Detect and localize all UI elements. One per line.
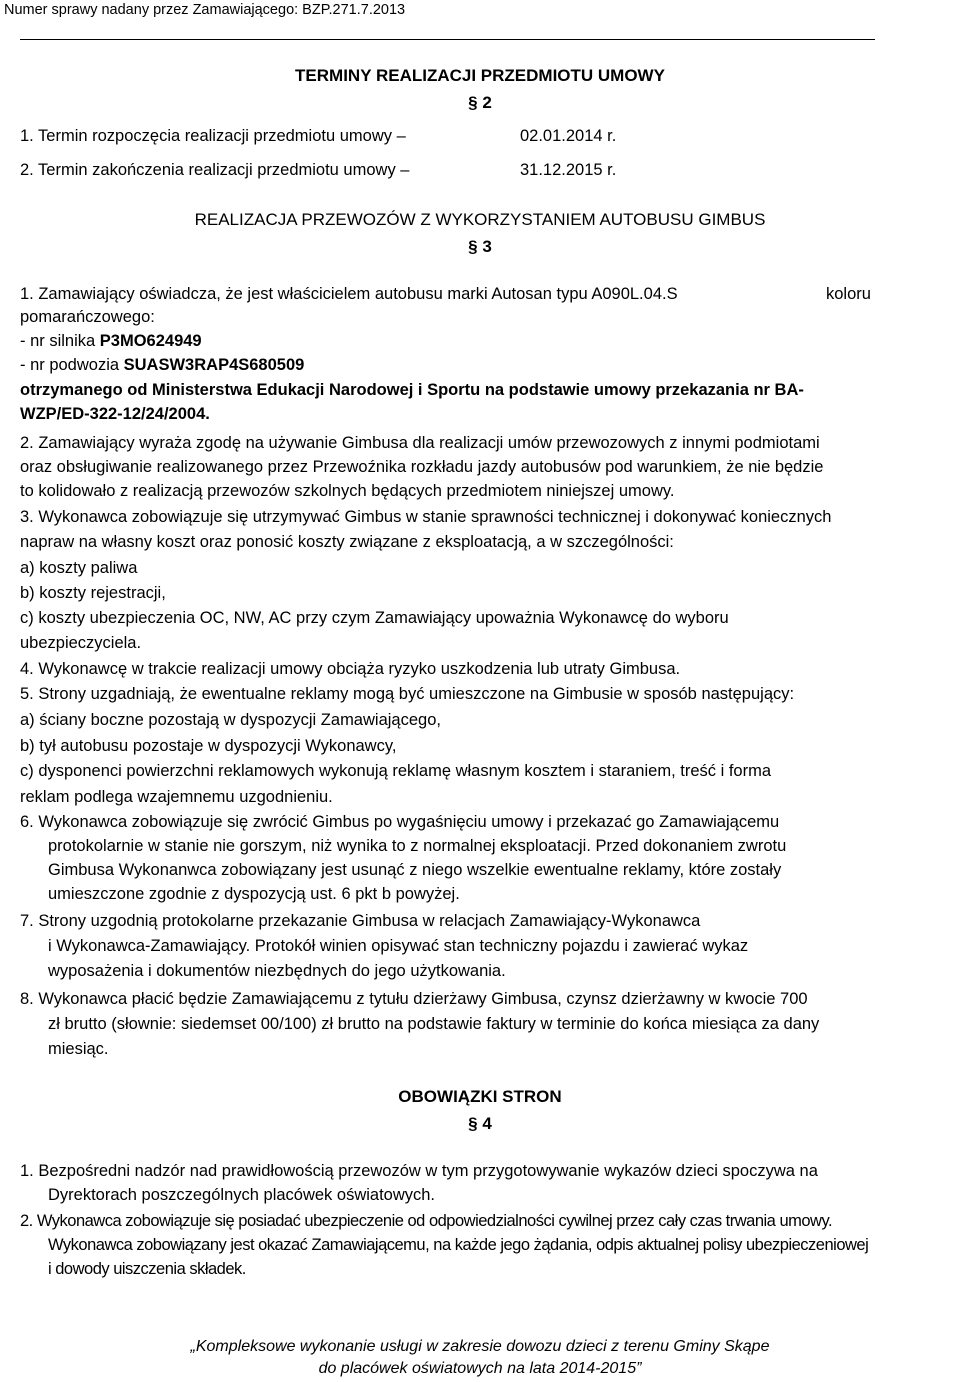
s3-p8-line3: miesiąc. [48,1040,109,1058]
end-date-value: 31.12.2015 r. [520,161,617,179]
chassis-number-line [20,355,304,375]
s3-p3-c-line1: c) koszty ubezpieczenia OC, NW, AC przy czym Zamawiający upoważnia Wykonawcę do wyboru [20,609,729,627]
s4-p1-line1: 1. Bezpośredni nadzór nad prawidłowością przewozów w tym przygotowywanie wykazów dzieci spoczywa na [20,1162,818,1180]
footer-line2: do placówek oświatowych na lata 2014-2015” [318,1360,642,1377]
header-rule [20,39,875,40]
s4-p2-line2: Wykonawca zobowiązany jest okazać Zamawiającemu, na każde jego żądania, odpis aktualnej polisy ubezpieczeniowej [48,1236,869,1254]
s4-p1-line2: Dyrektorach poszczególnych placówek oświatowych. [48,1186,436,1204]
section4-title: OBOWIĄZKI STRON [398,1087,562,1106]
section3-title: REALIZACJA PRZEWOZÓW Z WYKORZYSTANIEM AUTOBUSU GIMBUS [194,210,766,229]
received-from-line1: otrzymanego od Ministerstwa Edukacji Narodowej i Sportu na podstawie umowy przekazania nr BA- [20,381,804,399]
footer-line1: „Kompleksowe wykonanie usługi w zakresie dowozu dzieci z terenu Gminy Skąpe [190,1338,770,1355]
engine-number: P3MO624949 [99,332,202,350]
s3-p7-line1: 7. Strony uzgodnią protokolarne przekazanie Gimbusa w relacjach Zamawiający-Wykonawca [20,912,701,930]
s3-p5-c-line2: reklam podlega wzajemnemu uzgodnieniu. [20,788,333,806]
s3-p8-line1: 8. Wykonawca płacić będzie Zamawiającemu z tytułu dzierżawy Gimbusa, czynsz dzierżawny w kwocie 700 [20,990,808,1008]
s3-p1-line1-end: koloru [826,285,871,303]
s3-p3-line2: napraw na własny koszt oraz ponosić koszty związane z eksploatacją, a w szczególności: [20,533,674,551]
start-date-value: 02.01.2014 r. [520,127,617,145]
s3-p8-line2: zł brutto (słownie: siedemset 00/100) zł brutto na podstawie faktury w terminie do końca miesiąca za dany [48,1015,820,1033]
s3-p3-a: a) koszty paliwa [20,559,138,577]
received-from-line2: WZP/ED-322-12/24/2004. [20,405,210,423]
s3-p2-line1: 2. Zamawiający wyraża zgodę na używanie Gimbusa dla realizacji umów przewozowych z innymi podmiotami [20,434,820,452]
s3-p6-line1: 6. Wykonawca zobowiązuje się zwrócić Gimbus po wygaśnięciu umowy i przekazać go Zamawiającemu [20,813,780,831]
s3-p5-c-line1: c) dysponenci powierzchni reklamowych wykonują reklamę własnym kosztem i staraniem, treść i forma [20,762,772,780]
engine-number-line [20,331,202,351]
s3-p6-line3: Gimbusa Wykonanwca zobowiązany jest usunąć z niego wszelkie ewentualne reklamy, które zostały [48,861,782,879]
s4-p2-line1: 2. Wykonawca zobowiązuje się posiadać ubezpieczenie od odpowiedzialności cywilnej przez cały czas trwania umowy. [20,1212,833,1230]
start-date-label: 1. Termin rozpoczęcia realizacji przedmiotu umowy – [20,127,406,145]
case-number-header: Numer sprawy nadany przez Zamawiającego: BZP.271.7.2013 [4,2,406,18]
s3-p1-line1: 1. Zamawiający oświadcza, że jest właścicielem autobusu marki Autosan typu A090L.04.S [20,285,678,303]
section2-title: TERMINY REALIZACJI PRZEDMIOTU UMOWY [295,66,665,85]
s3-p7-line3: wyposażenia i dokumentów niezbędnych do jego użytkowania. [48,962,506,980]
chassis-number: SUASW3RAP4S680509 [123,356,305,374]
s3-p5: 5. Strony uzgadniają, że ewentualne reklamy mogą być umieszczone na Gimbusie w sposób następujący: [20,685,795,703]
s3-p6-line4: umieszczone zgodnie z dyspozycją ust. 6 pkt b powyżej. [48,885,460,903]
section4-paragraph-mark: § 4 [468,1114,492,1133]
engine-prefix: - nr silnika [20,332,100,350]
s3-p7-line2: i Wykonawca-Zamawiający. Protokół winien opisywać stan techniczny pojazdu i zawierać wykaz [48,937,749,955]
s3-p5-a: a) ściany boczne pozostają w dyspozycji Zamawiającego, [20,711,441,729]
s3-p6-line2: protokolarnie w stanie nie gorszym, niż wynika to z normalnej eksploatacji. Przed dokonaniem zwrotu [48,837,787,855]
s3-p1-line2: pomarańczowego: [20,308,155,326]
s3-p3-line1: 3. Wykonawca zobowiązuje się utrzymywać Gimbus w stanie sprawności technicznej i dokonywać koniecznych [20,508,832,526]
chassis-prefix: - nr podwozia [20,356,124,374]
s3-p2-line3: to kolidowało z realizacją przewozów szkolnych będących przedmiotem niniejszej umowy. [20,482,675,500]
end-date-label: 2. Termin zakończenia realizacji przedmiotu umowy – [20,161,410,179]
s3-p4: 4. Wykonawcę w trakcie realizacji umowy obciąża ryzyko uszkodzenia lub utraty Gimbusa. [20,660,681,678]
section2-paragraph-mark: § 2 [468,93,492,112]
s3-p3-b: b) koszty rejestracji, [20,584,166,602]
s3-p3-c-line2: ubezpieczyciela. [20,634,142,652]
section3-paragraph-mark: § 3 [468,237,492,256]
s4-p2-line3: i dowody uiszczenia składek. [48,1260,246,1278]
s3-p2-line2: oraz obsługiwanie realizowanego przez Przewoźnika rozkładu jazdy autobusów pod warunkiem, że nie będzie [20,458,824,476]
s3-p5-b: b) tył autobusu pozostaje w dyspozycji Wykonawcy, [20,737,397,755]
